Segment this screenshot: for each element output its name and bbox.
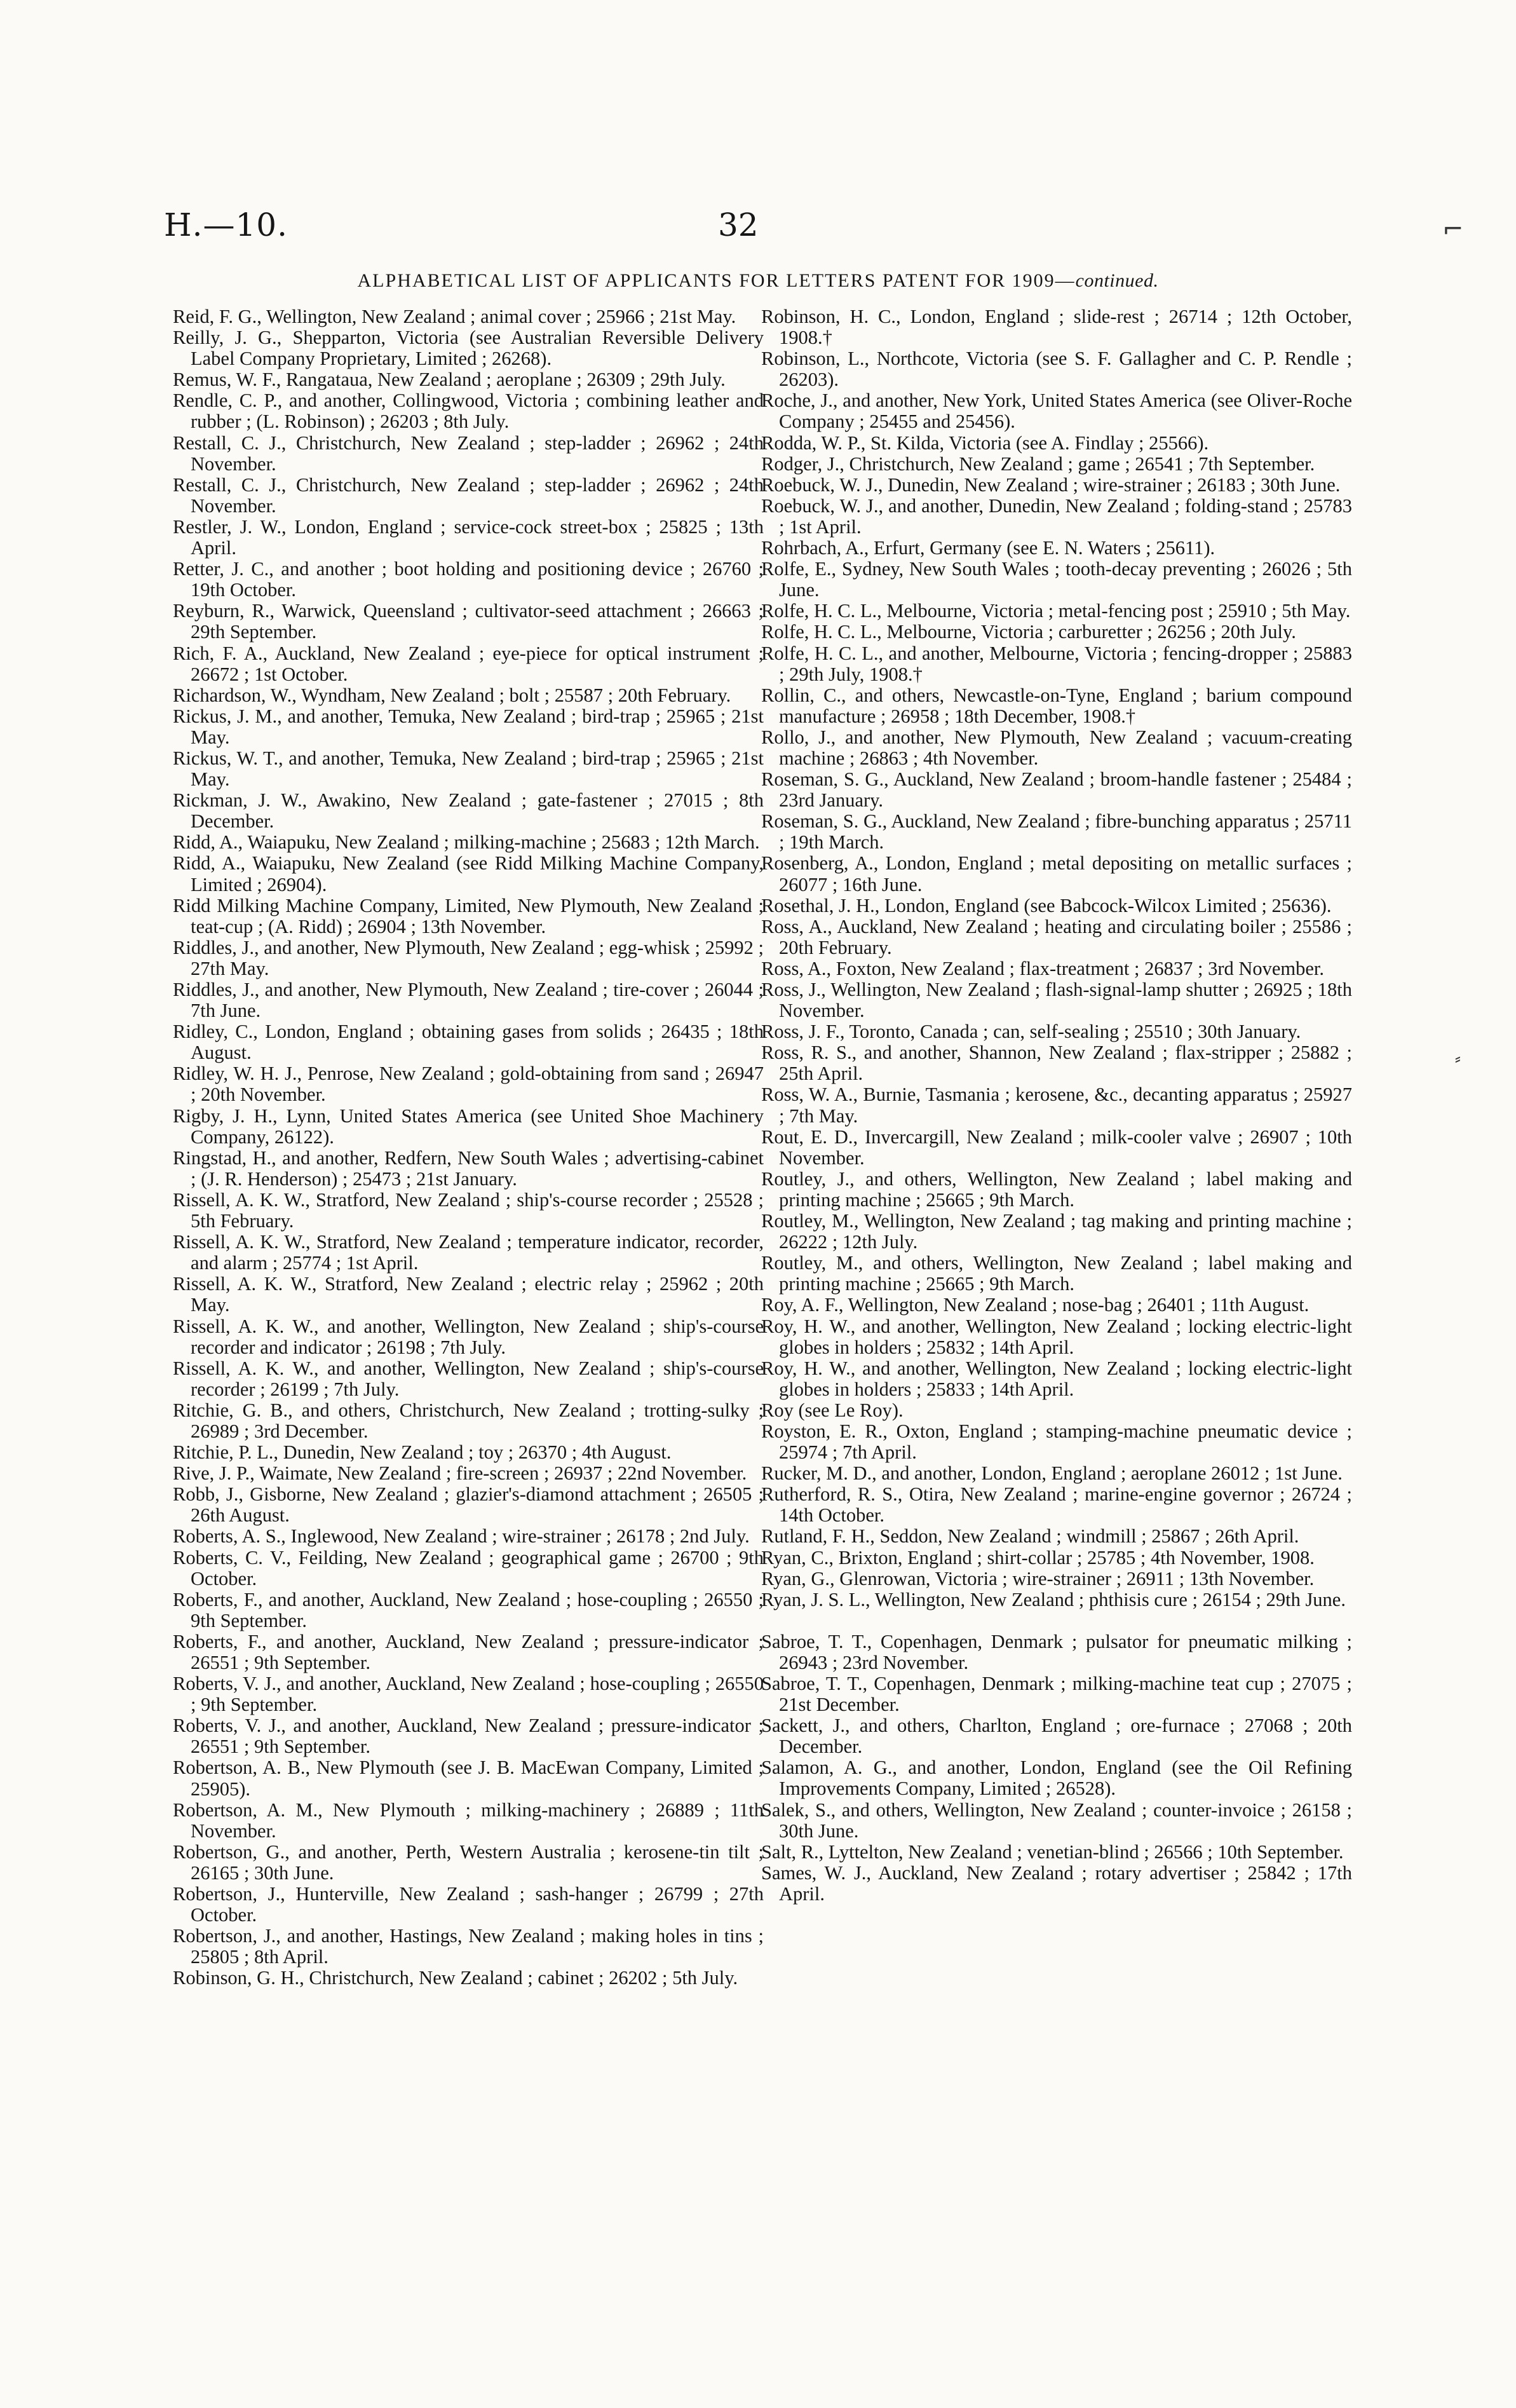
list-item: Ritchie, G. B., and others, Christchurch, New Zealand ; trotting-sulky ; 26989 ; 3rd December. xyxy=(173,1399,764,1442)
list-item: Sackett, J., and others, Charlton, England ; ore-furnace ; 27068 ; 20th December. xyxy=(761,1715,1352,1758)
list-item: Ross, J., Wellington, New Zealand ; flash-signal-lamp shutter ; 26925 ; 18th November. xyxy=(761,979,1352,1022)
list-item: Roebuck, W. J., Dunedin, New Zealand ; wire-strainer ; 26183 ; 30th June. xyxy=(761,473,1341,496)
list-item: Roberts, F., and another, Auckland, New Zealand ; pressure-indicator ; 26551 ; 9th September. xyxy=(173,1630,764,1673)
list-item: Robinson, L., Northcote, Victoria (see S. F. Gallagher and C. P. Rendle ; 26203). xyxy=(761,348,1352,391)
list-item: Rickman, J. W., Awakino, New Zealand ; gate-fastener ; 27015 ; 8th December. xyxy=(173,789,764,833)
list-item: Rigby, J. H., Lynn, United States America (see United Shoe Machinery Company, 26122). xyxy=(173,1105,764,1148)
list-item: Rendle, C. P., and another, Collingwood, Victoria ; combining leather and rubber ; (L. Robinson) ; 26203 ; 8th July. xyxy=(173,390,764,433)
list-item: Royston, E. R., Oxton, England ; stamping-machine pneumatic device ; 25974 ; 7th April. xyxy=(761,1420,1352,1464)
list-item: Robb, J., Gisborne, New Zealand ; glazier's-diamond attachment ; 26505 ; 26th August. xyxy=(173,1483,764,1527)
document-code: H.—10. xyxy=(164,207,288,243)
list-item: Robertson, J., Hunterville, New Zealand ; sash-hanger ; 26799 ; 27th October. xyxy=(173,1883,764,1926)
list-item: Rissell, A. K. W., Stratford, New Zealand ; electric relay ; 25962 ; 20th May. xyxy=(173,1273,764,1316)
list-item: Roberts, C. V., Feilding, New Zealand ; geographical game ; 26700 ; 9th October. xyxy=(173,1546,764,1589)
list-item: Rosethal, J. H., London, England (see Babcock-Wilcox Limited ; 25636). xyxy=(761,894,1332,916)
list-item: Rollin, C., and others, Newcastle-on-Tyne, England ; barium compound manufacture ; 26958 ; 18th December, 1908.† xyxy=(761,684,1352,727)
list-item: Richardson, W., Wyndham, New Zealand ; bolt ; 25587 ; 20th February. xyxy=(173,684,731,706)
list-item: Roche, J., and another, New York, United States America (see Oliver-Roche Company ; 25455 and 25456). xyxy=(761,390,1352,433)
scan-mark-icon: ⸗ xyxy=(1455,1049,1461,1068)
list-item: Rosenberg, A., London, England ; metal depositing on metallic surfaces ; 26077 ; 16th June. xyxy=(761,852,1352,895)
list-item: Rolfe, E., Sydney, New South Wales ; tooth-decay preventing ; 26026 ; 5th June. xyxy=(761,558,1352,601)
list-item: Sames, W. J., Auckland, New Zealand ; rotary advertiser ; 25842 ; 17th April. xyxy=(761,1861,1352,1905)
list-item: Rutland, F. H., Seddon, New Zealand ; windmill ; 25867 ; 26th April. xyxy=(761,1525,1299,1548)
list-item: Robertson, A. M., New Plymouth ; milking-machinery ; 26889 ; 11th November. xyxy=(173,1799,764,1842)
title-continued: continued. xyxy=(1075,270,1159,291)
list-item: Robinson, G. H., Christchurch, New Zealand ; cabinet ; 26202 ; 5th July. xyxy=(173,1967,738,1989)
list-item: Robertson, G., and another, Perth, Western Australia ; kerosene-tin tilt ; 26165 ; 30th June. xyxy=(173,1840,764,1884)
left-column xyxy=(173,306,764,1989)
list-item: Rodger, J., Christchurch, New Zealand ; game ; 26541 ; 7th September. xyxy=(761,452,1315,475)
list-item: Ridley, W. H. J., Penrose, New Zealand ; gold-obtaining from sand ; 26947 ; 20th November. xyxy=(173,1063,764,1106)
list-item: Routley, M., Wellington, New Zealand ; tag making and printing machine ; 26222 ; 12th July. xyxy=(761,1210,1352,1253)
list-item: Rodda, W. P., St. Kilda, Victoria (see A. Findlay ; 25566). xyxy=(761,432,1209,454)
list-item: Rucker, M. D., and another, London, England ; aeroplane 26012 ; 1st June. xyxy=(761,1462,1343,1485)
list-item: Ross, A., Auckland, New Zealand ; heating and circulating boiler ; 25586 ; 20th February. xyxy=(761,915,1352,958)
list-item: Robinson, H. C., London, England ; slide-rest ; 26714 ; 12th October, 1908.† xyxy=(761,306,1352,349)
list-item: Roy (see Le Roy). xyxy=(761,1399,904,1421)
list-item: Rolfe, H. C. L., and another, Melbourne, Victoria ; fencing-dropper ; 25883 ; 29th July, 1908.† xyxy=(761,642,1352,685)
title-main: ALPHABETICAL LIST OF APPLICANTS FOR LETTERS PATENT FOR 1909— xyxy=(357,270,1076,291)
list-item: Ross, R. S., and another, Shannon, New Zealand ; flax-stripper ; 25882 ; 25th April. xyxy=(761,1042,1352,1085)
list-item: Ross, J. F., Toronto, Canada ; can, self-sealing ; 25510 ; 30th January. xyxy=(761,1021,1301,1043)
list-item: Roy, H. W., and another, Wellington, New Zealand ; locking electric-light globes in holders ; 25833 ; 14th April. xyxy=(761,1357,1352,1400)
list-item: Roberts, V. J., and another, Auckland, New Zealand ; pressure-indicator ; 26551 ; 9th September. xyxy=(173,1715,764,1758)
list-item: Rissell, A. K. W., Stratford, New Zealand ; ship's-course recorder ; 25528 ; 5th February. xyxy=(173,1188,764,1232)
list-item: Ridd Milking Machine Company, Limited, New Plymouth, New Zealand ; teat-cup ; (A. Ridd) ; 26904 ; 13th November. xyxy=(173,894,764,937)
list-item: Rutherford, R. S., Otira, New Zealand ; marine-engine governor ; 26724 ; 14th October. xyxy=(761,1483,1352,1527)
list-item: Rich, F. A., Auckland, New Zealand ; eye-piece for optical instrument ; 26672 ; 1st October. xyxy=(173,642,764,685)
section-gap xyxy=(761,1610,1352,1631)
list-item: Roebuck, W. J., and another, Dunedin, New Zealand ; folding-stand ; 25783 ; 1st April. xyxy=(761,494,1352,538)
list-item: Ross, A., Foxton, New Zealand ; flax-treatment ; 26837 ; 3rd November. xyxy=(761,957,1325,979)
list-item: Ryan, G., Glenrowan, Victoria ; wire-strainer ; 26911 ; 13th November. xyxy=(761,1567,1315,1589)
list-item: Restall, C. J., Christchurch, New Zealand ; step-ladder ; 26962 ; 24th November. xyxy=(173,432,764,475)
list-item: Salek, S., and others, Wellington, New Zealand ; counter-invoice ; 26158 ; 30th June. xyxy=(761,1799,1352,1842)
list-item: Ross, W. A., Burnie, Tasmania ; kerosene, &c., decanting apparatus ; 25927 ; 7th May. xyxy=(761,1084,1352,1127)
list-item: Routley, J., and others, Wellington, New Zealand ; label making and printing machine ; 25665 ; 9th March. xyxy=(761,1167,1352,1211)
list-item: Riddles, J., and another, New Plymouth, New Zealand ; tire-cover ; 26044 ; 7th June. xyxy=(173,979,764,1022)
list-item: Rissell, A. K. W., and another, Wellington, New Zealand ; ship's-course recorder ; 26199 ; 7th July. xyxy=(173,1357,764,1400)
list-item: Roberts, V. J., and another, Auckland, New Zealand ; hose-coupling ; 26550 ; 9th September. xyxy=(173,1673,764,1716)
list-item: Rissell, A. K. W., Stratford, New Zealand ; temperature indicator, recorder, and alarm ; 25774 ; 1st April. xyxy=(173,1231,764,1274)
list-item: Rolfe, H. C. L., Melbourne, Victoria ; carburetter ; 26256 ; 20th July. xyxy=(761,621,1296,643)
list-item: Sabroe, T. T., Copenhagen, Denmark ; milking-machine teat cup ; 27075 ; 21st December. xyxy=(761,1673,1352,1716)
scan-mark-icon: ⌐ xyxy=(1442,215,1464,244)
list-item: Roseman, S. G., Auckland, New Zealand ; fibre-bunching apparatus ; 25711 ; 19th March. xyxy=(761,810,1352,854)
list-item: Rohrbach, A., Erfurt, Germany (see E. N. Waters ; 25611). xyxy=(761,537,1215,559)
list-item: Reilly, J. G., Shepparton, Victoria (see Australian Reversible Delivery Label Company Proprietary, Limited ; 26268). xyxy=(173,327,764,370)
list-item: Salamon, A. G., and another, London, England (see the Oil Refining Improvements Company, Limited ; 26528). xyxy=(761,1757,1352,1800)
list-item: Rissell, A. K. W., and another, Wellington, New Zealand ; ship's-course recorder and indicator ; 26198 ; 7th July. xyxy=(173,1315,764,1358)
list-item: Remus, W. F., Rangataua, New Zealand ; aeroplane ; 26309 ; 29th July. xyxy=(173,369,726,391)
list-item: Roy, A. F., Wellington, New Zealand ; nose-bag ; 26401 ; 11th August. xyxy=(761,1294,1310,1316)
list-item: Ridd, A., Waiapuku, New Zealand ; milking-machine ; 25683 ; 12th March. xyxy=(173,831,760,854)
list-item: Rollo, J., and another, New Plymouth, New Zealand ; vacuum-creating machine ; 26863 ; 4th November. xyxy=(761,726,1352,769)
list-item: Roberts, F., and another, Auckland, New Zealand ; hose-coupling ; 26550 ; 9th September. xyxy=(173,1588,764,1631)
list-item: Roseman, S. G., Auckland, New Zealand ; broom-handle fastener ; 25484 ; 23rd January. xyxy=(761,768,1352,812)
list-item: Retter, J. C., and another ; boot holding and positioning device ; 26760 ; 19th October. xyxy=(173,558,764,601)
page-number: 32 xyxy=(718,207,759,243)
list-item: Ritchie, P. L., Dunedin, New Zealand ; toy ; 26370 ; 4th August. xyxy=(173,1441,672,1464)
list-item: Robertson, A. B., New Plymouth (see J. B. MacEwan Company, Limited ; 25905). xyxy=(173,1757,764,1800)
list-item: Roy, H. W., and another, Wellington, New Zealand ; locking electric-light globes in holders ; 25832 ; 14th April. xyxy=(761,1315,1352,1358)
list-item: Reyburn, R., Warwick, Queensland ; cultivator-seed attachment ; 26663 ; 29th September. xyxy=(173,600,764,643)
list-item: Rive, J. P., Waimate, New Zealand ; fire-screen ; 26937 ; 22nd November. xyxy=(173,1462,747,1485)
list-item: Salt, R., Lyttelton, New Zealand ; venetian-blind ; 26566 ; 10th September. xyxy=(761,1840,1344,1863)
list-item: Reid, F. G., Wellington, New Zealand ; animal cover ; 25966 ; 21st May. xyxy=(173,306,736,327)
list-item: Rickus, J. M., and another, Temuka, New Zealand ; bird-trap ; 25965 ; 21st May. xyxy=(173,705,764,748)
list-item: Ridd, A., Waiapuku, New Zealand (see Ridd Milking Machine Company, Limited ; 26904). xyxy=(173,852,764,895)
list-item: Robertson, J., and another, Hastings, New Zealand ; making holes in tins ; 25805 ; 8th April. xyxy=(173,1925,764,1968)
page-title xyxy=(0,270,1516,292)
list-item: Rolfe, H. C. L., Melbourne, Victoria ; metal-fencing post ; 25910 ; 5th May. xyxy=(761,600,1351,622)
list-item: Ryan, C., Brixton, England ; shirt-collar ; 25785 ; 4th November, 1908. xyxy=(761,1546,1315,1568)
list-item: Restall, C. J., Christchurch, New Zealand ; step-ladder ; 26962 ; 24th November. xyxy=(173,473,764,517)
list-item: Ryan, J. S. L., Wellington, New Zealand ; phthisis cure ; 26154 ; 29th June. xyxy=(761,1588,1346,1610)
list-item: Riddles, J., and another, New Plymouth, New Zealand ; egg-whisk ; 25992 ; 27th May. xyxy=(173,936,764,979)
right-column xyxy=(761,306,1352,1905)
list-item: Ringstad, H., and another, Redfern, New South Wales ; advertising-cabinet ; (J. R. Henderson) ; 25473 ; 21st January. xyxy=(173,1146,764,1190)
list-item: Restler, J. W., London, England ; service-cock street-box ; 25825 ; 13th April. xyxy=(173,515,764,559)
list-item: Roberts, A. S., Inglewood, New Zealand ; wire-strainer ; 26178 ; 2nd July. xyxy=(173,1525,750,1548)
list-item: Ridley, C., London, England ; obtaining gases from solids ; 26435 ; 18th August. xyxy=(173,1021,764,1064)
list-item: Rout, E. D., Invercargill, New Zealand ; milk-cooler valve ; 26907 ; 10th November. xyxy=(761,1126,1352,1169)
list-item: Rickus, W. T., and another, Temuka, New Zealand ; bird-trap ; 25965 ; 21st May. xyxy=(173,747,764,791)
list-item: Sabroe, T. T., Copenhagen, Denmark ; pulsator for pneumatic milking ; 26943 ; 23rd November. xyxy=(761,1630,1352,1673)
list-item: Routley, M., and others, Wellington, New Zealand ; label making and printing machine ; 25665 ; 9th March. xyxy=(761,1252,1352,1295)
